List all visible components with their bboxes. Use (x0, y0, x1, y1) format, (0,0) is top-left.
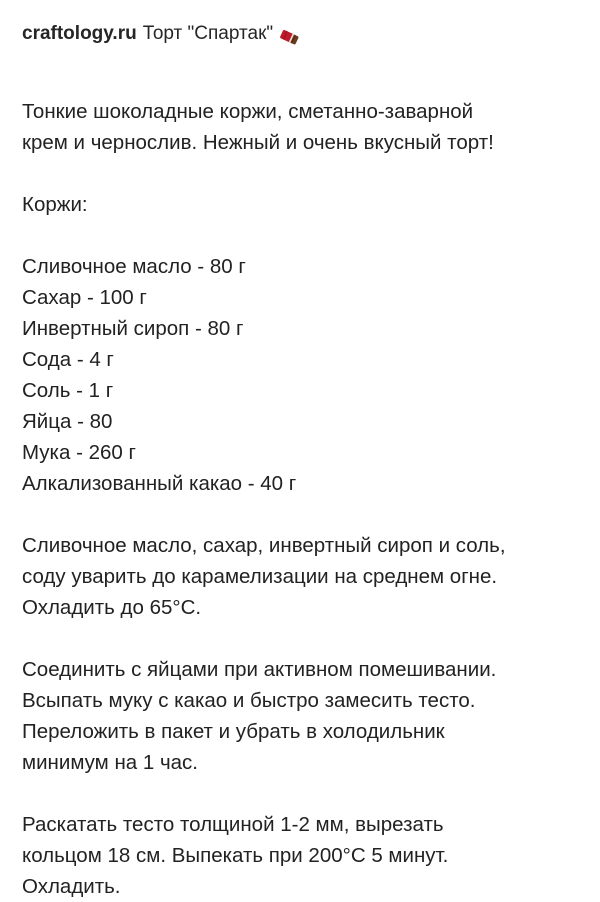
chocolate-candy-icon (279, 25, 301, 43)
step-line: соду уварить до карамелизации на среднем огне. (22, 565, 498, 588)
step-line: Соединить с яйцами при активном помешивании. (22, 658, 497, 681)
step-line: Раскатать тесто толщиной 1-2 мм, вырезать (22, 813, 444, 836)
step-line: Охладить. (22, 875, 121, 898)
intro-line: крем и чернослив. Нежный и очень вкусный торт! (22, 131, 494, 154)
post-header (22, 18, 592, 50)
ingredient-item: Алкализованный какао - 40 г (22, 472, 297, 495)
step-line: Сливочное масло, сахар, инвертный сироп и соль, (22, 534, 506, 557)
step-line: минимум на 1 час. (22, 751, 198, 774)
ingredient-list (22, 251, 592, 499)
ingredient-item: Сахар - 100 г (22, 286, 147, 309)
step-line: кольцом 18 см. Выпекать при 200°C 5 минут. (22, 844, 449, 867)
intro-text (22, 96, 592, 158)
channel-name[interactable]: craftology.ru (22, 23, 137, 44)
step-paragraph (22, 809, 592, 902)
ingredient-item: Сода - 4 г (22, 348, 114, 371)
step-paragraph (22, 530, 592, 623)
section-label: Коржи: (22, 193, 88, 216)
step-line: Всыпать муку с какао и быстро замесить тесто. (22, 689, 476, 712)
step-paragraph (22, 654, 592, 778)
ingredient-item: Соль - 1 г (22, 379, 114, 402)
ingredient-item: Яйца - 80 (22, 410, 113, 433)
post-title: Торт "Спартак" (142, 23, 274, 44)
ingredient-item: Сливочное масло - 80 г (22, 255, 246, 278)
recipe-post (22, 18, 592, 902)
ingredient-item: Инвертный сироп - 80 г (22, 317, 244, 340)
ingredient-item: Мука - 260 г (22, 441, 136, 464)
step-line: Переложить в пакет и убрать в холодильник (22, 720, 445, 743)
intro-line: Тонкие шоколадные коржи, сметанно-заварной (22, 100, 474, 123)
step-line: Охладить до 65°C. (22, 596, 202, 619)
